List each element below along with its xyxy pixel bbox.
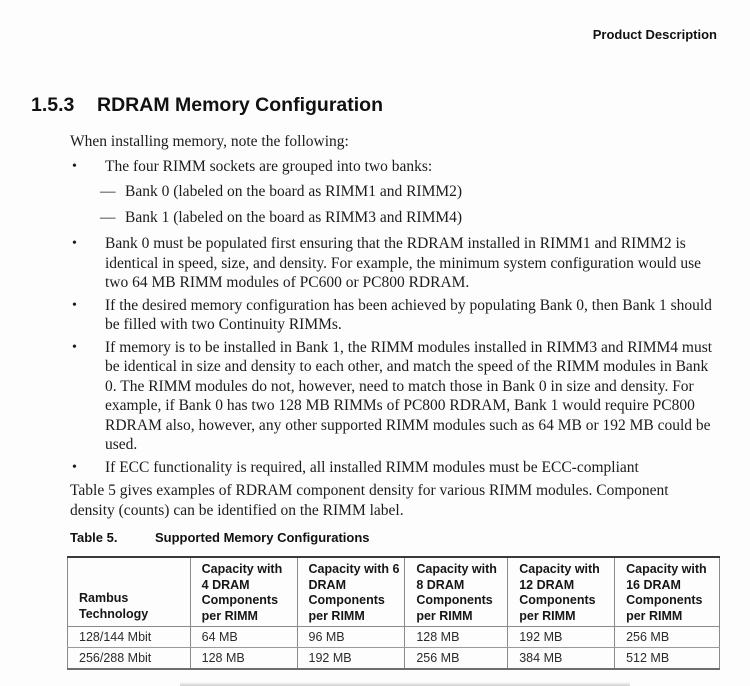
list-item bbox=[70, 296, 714, 335]
dash-marker: — bbox=[100, 209, 116, 226]
list-item-text: If the desired memory configuration has been achieved by populating Bank 0, then Bank 1 should be filled with two Continuity RIMMs. bbox=[105, 296, 712, 333]
table-caption bbox=[70, 530, 370, 545]
sub-list-item-text: Bank 0 (labeled on the board as RIMM1 and RIMM2) bbox=[125, 183, 463, 200]
dash-marker: — bbox=[100, 183, 116, 200]
table-cell: 128 MB bbox=[405, 627, 508, 648]
bullet-marker: • bbox=[72, 158, 77, 174]
table-cell: 256 MB bbox=[405, 648, 508, 669]
bullet-marker: • bbox=[72, 339, 77, 355]
sub-list-item bbox=[100, 208, 714, 228]
scan-artifact bbox=[180, 682, 630, 686]
table-header-row bbox=[68, 557, 720, 627]
table-caption-label: Table 5. bbox=[70, 530, 118, 545]
list-item-text: If memory is to be installed in Bank 1, the RIMM modules installed in RIMM3 and RIMM4 must be identical in size and density to each other, and match the speed of the RIMM modules in Bank 0. The RIMM modules do not, however, need to match those in Bank 0 in size and density. For example, if Bank 0 has two 128 MB RIMMs of PC800 RDRAM, Bank 1 would require PC800 RDRAM also, however, any other supported RIMM modules such as 64 MB or 192 MB could be used. bbox=[105, 338, 713, 453]
column-header: Capacity with 16 DRAM Components per RIMM bbox=[615, 557, 720, 627]
table-cell: 256 MB bbox=[615, 627, 720, 648]
column-header: Capacity with 6 DRAM Components per RIMM bbox=[297, 557, 405, 627]
table-cell: 96 MB bbox=[297, 627, 405, 648]
table-cell: 256/288 Mbit bbox=[79, 650, 152, 665]
bullet-marker: • bbox=[72, 297, 77, 313]
table-cell: 384 MB bbox=[508, 648, 615, 669]
list-item bbox=[70, 338, 714, 455]
bullet-marker: • bbox=[72, 459, 77, 475]
list-item-text: The four RIMM sockets are grouped into two banks: bbox=[105, 157, 433, 175]
section-title: RDRAM Memory Configuration bbox=[97, 94, 383, 116]
section-heading bbox=[31, 94, 383, 117]
list-item bbox=[70, 157, 714, 177]
supported-memory-configurations-table bbox=[67, 556, 720, 670]
intro-text: When installing memory, note the following: bbox=[70, 133, 349, 150]
running-header: Product Description bbox=[592, 27, 717, 42]
table-cell: 64 MB bbox=[190, 627, 297, 648]
list-item-text: Bank 0 must be populated first ensuring that the RDRAM installed in RIMM1 and RIMM2 is identical in speed, size, and density. For example, the minimum system configuration would use two 64 MB RIMM modules of PC600 or PC800 RDRAM. bbox=[105, 235, 702, 291]
column-header: Capacity with 4 DRAM Components per RIMM bbox=[190, 557, 297, 627]
sub-list-item bbox=[100, 182, 714, 202]
list-item bbox=[70, 234, 714, 293]
table-cell: 128/144 Mbit bbox=[68, 627, 191, 648]
column-header: Capacity with 12 DRAM Components per RIMM bbox=[508, 557, 615, 627]
table-caption-title: Supported Memory Configurations bbox=[155, 530, 370, 545]
table-cell: 192 MB bbox=[508, 627, 615, 648]
column-header: Rambus Technology bbox=[68, 557, 191, 627]
table-cell: 192 MB bbox=[297, 648, 405, 669]
body-content bbox=[70, 132, 714, 520]
table-intro-paragraph: Table 5 gives examples of RDRAM component density for various RIMM modules. Component density (counts) can be identified on the RIMM label. bbox=[70, 482, 669, 519]
list-item bbox=[70, 458, 714, 478]
list-item-text: If ECC functionality is required, all installed RIMM modules must be ECC-compliant bbox=[105, 458, 639, 476]
table-cell: 512 MB bbox=[615, 648, 720, 669]
table-row bbox=[68, 627, 720, 648]
table-cell: 128 MB bbox=[190, 648, 297, 669]
section-number: 1.5.3 bbox=[31, 94, 75, 116]
sub-list-item-text: Bank 1 (labeled on the board as RIMM3 and RIMM4) bbox=[125, 209, 463, 226]
column-header: Capacity with 8 DRAM Components per RIMM bbox=[405, 557, 508, 627]
table-row bbox=[68, 648, 720, 669]
bullet-marker: • bbox=[72, 236, 77, 251]
